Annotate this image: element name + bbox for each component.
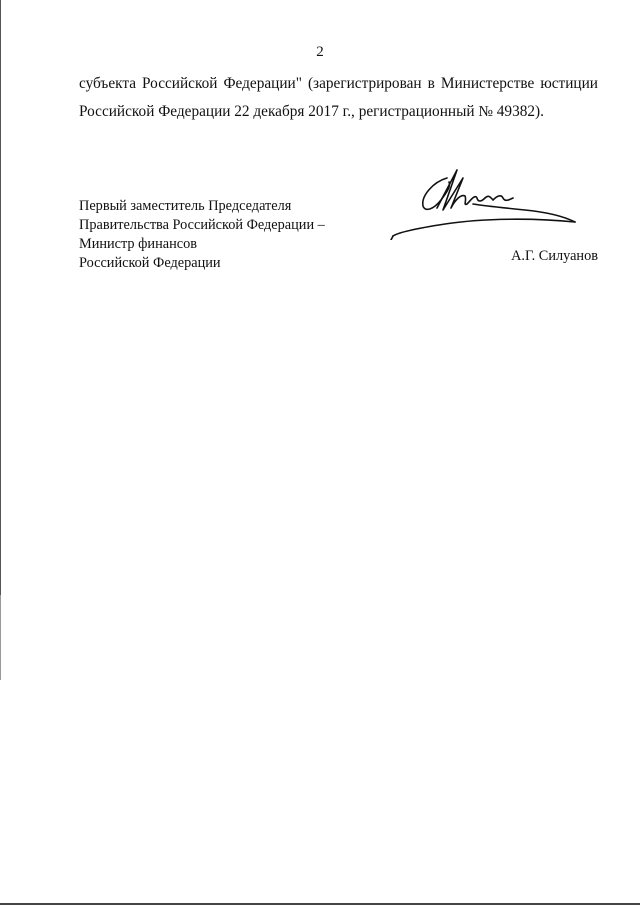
signer-name: А.Г. Силуанов — [511, 248, 598, 264]
title-line-2: Правительства Российской Федерации – — [79, 217, 325, 233]
title-line-4: Российской Федерации — [79, 255, 221, 271]
signatory-title — [79, 197, 325, 273]
body-line-1: субъекта Российской Федерации" (зарегистрирован в Министерстве юстиции — [79, 75, 598, 92]
title-line-3: Министр финансов — [79, 236, 197, 252]
scan-edge-left-dark — [0, 0, 1, 595]
body-paragraph — [79, 70, 598, 126]
body-line-2: Российской Федерации 22 декабря 2017 г., регистрационный № 49382). — [79, 103, 544, 120]
handwritten-signature-icon — [385, 160, 585, 240]
title-line-1: Первый заместитель Председателя — [79, 198, 292, 214]
page-number: 2 — [316, 44, 324, 60]
